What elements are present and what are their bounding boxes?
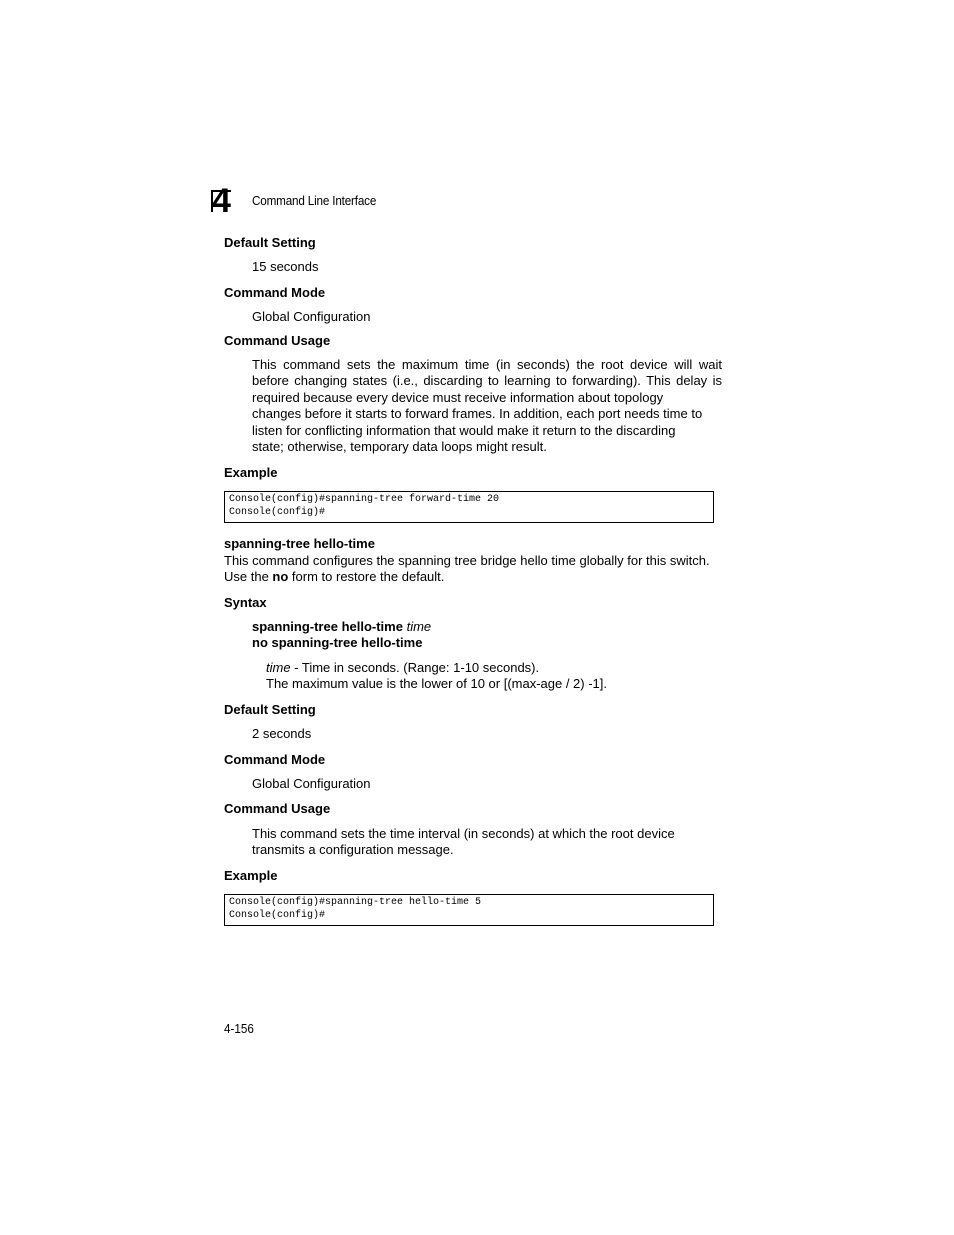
usage-line: required because every device must receive information about topology: [252, 389, 664, 405]
code-line: Console(config)#spanning-tree hello-time 5: [229, 897, 482, 908]
default-setting-value: 2 seconds: [252, 726, 312, 741]
parameter-note: The maximum value is the lower of 10 or [(max-age / 2) -1].: [266, 676, 608, 692]
parameter-description: - Time in seconds. (Range: 1-10 seconds).: [290, 660, 540, 675]
syntax-block: [252, 619, 431, 652]
description-line: This command configures the spanning tree bridge hello time globally for this switch.: [224, 553, 710, 568]
code-example-box: [224, 894, 714, 926]
usage-line: transmits a configuration message.: [252, 842, 454, 858]
command-mode-heading: Command Mode: [224, 285, 326, 300]
usage-line: changes before it starts to forward frames. In addition, each port needs time to: [252, 406, 703, 422]
description-text: form to restore the default.: [288, 569, 445, 585]
usage-line: listen for conflicting information that would make it return to the discarding: [252, 422, 676, 438]
usage-line: state; otherwise, temporary data loops might result.: [252, 439, 547, 455]
command-usage-text: [252, 357, 722, 455]
syntax-no-command: no spanning-tree hello-time: [252, 635, 423, 651]
command-mode-value: Global Configuration: [252, 309, 371, 324]
default-setting-heading: Default Setting: [224, 235, 316, 250]
syntax-line: [252, 635, 431, 651]
default-setting-heading: Default Setting: [224, 702, 316, 717]
parameter-name: time: [266, 660, 291, 675]
command-usage-heading: Command Usage: [224, 801, 331, 816]
command-mode-value: Global Configuration: [252, 776, 371, 791]
parameter-line: [266, 660, 607, 676]
example-heading: Example: [224, 868, 278, 883]
command-usage-text: [252, 826, 722, 859]
code-line: Console(config)#: [229, 506, 326, 518]
code-line: Console(config)#: [229, 909, 326, 921]
syntax-parameter: time: [406, 619, 432, 634]
code-example-box: [224, 491, 714, 523]
chapter-number: 4: [212, 182, 231, 220]
syntax-command: spanning-tree hello-time: [252, 619, 403, 634]
command-usage-heading: Command Usage: [224, 333, 331, 348]
code-line: Console(config)#spanning-tree forward-time 20: [229, 494, 500, 505]
chapter-title: Command Line Interface: [252, 193, 377, 208]
command-title: spanning-tree hello-time: [224, 536, 375, 551]
no-keyword: no: [272, 569, 289, 585]
parameter-block: [266, 660, 607, 693]
command-description: [224, 553, 724, 586]
example-heading: Example: [224, 465, 278, 480]
usage-line: This command sets the maximum time (in seconds) the root device will wait: [252, 357, 722, 372]
default-setting-value: 15 seconds: [252, 259, 319, 274]
usage-line: before changing states (i.e., discarding to learning to forwarding). This delay is: [252, 373, 722, 389]
usage-line: This command sets the time interval (in seconds) at which the root device: [252, 826, 675, 841]
syntax-heading: Syntax: [224, 595, 267, 610]
syntax-line: [252, 619, 431, 635]
description-line: [224, 569, 724, 585]
description-text: Use the: [224, 569, 273, 585]
command-mode-heading: Command Mode: [224, 752, 326, 767]
page-number: 4-156: [224, 1021, 254, 1036]
